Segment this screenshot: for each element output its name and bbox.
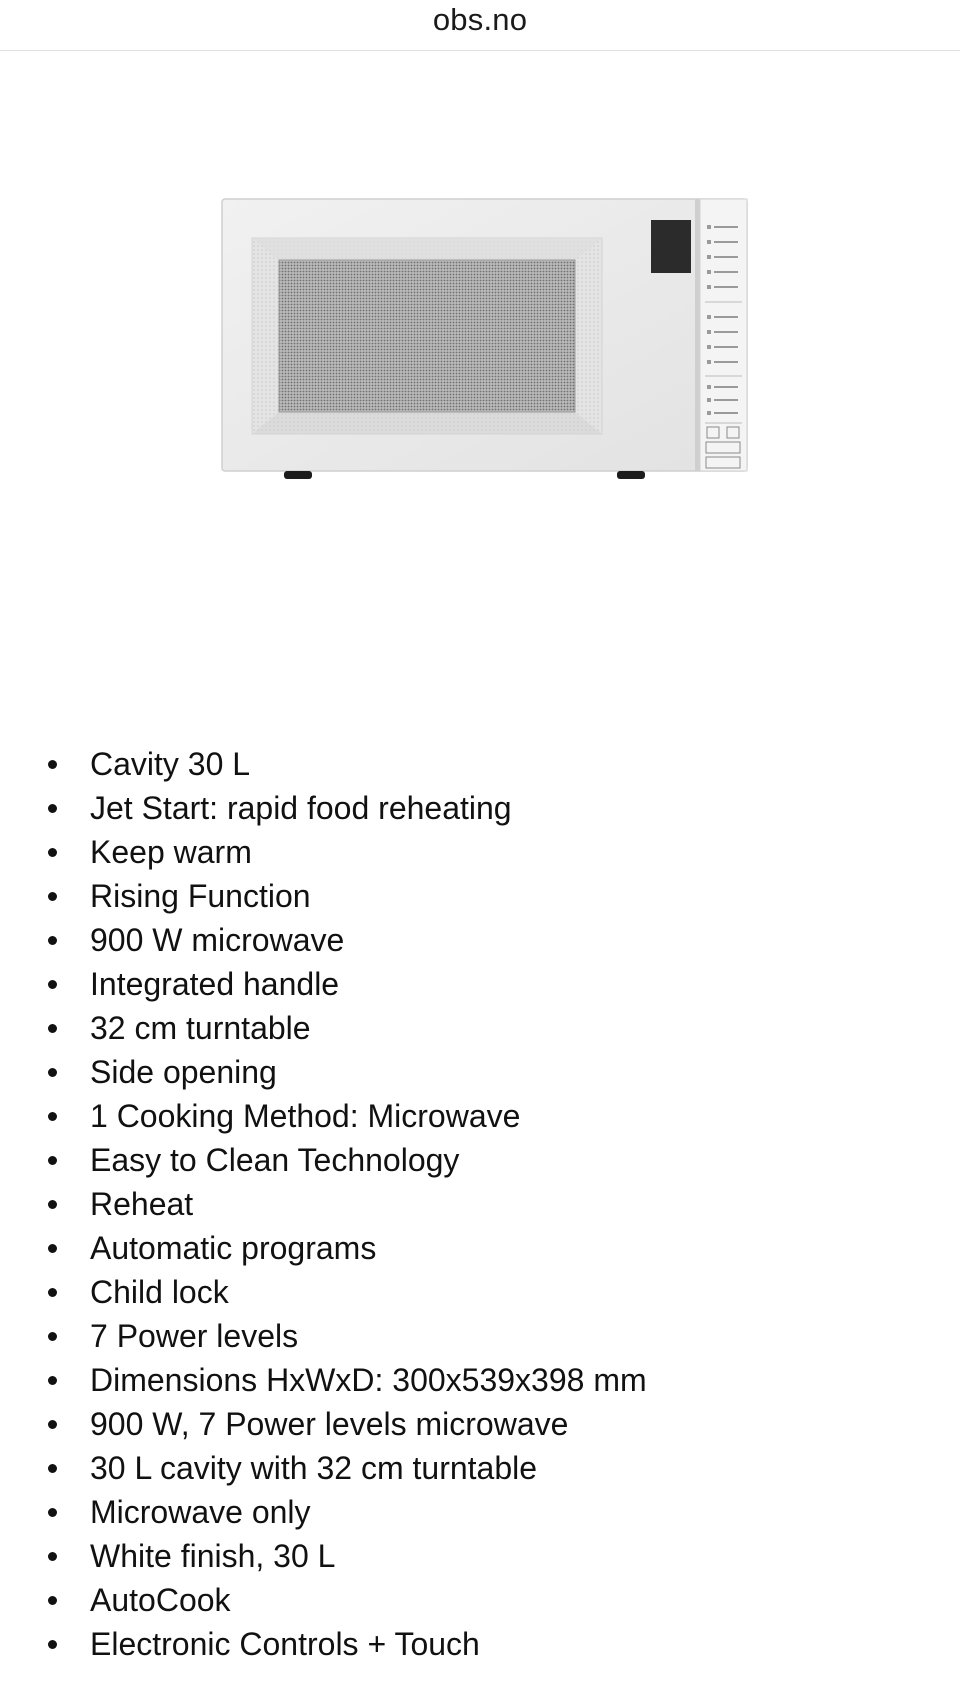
feature-text: 32 cm turntable: [90, 1010, 311, 1046]
feature-list-item: [0, 1270, 960, 1314]
feature-list-item: [0, 918, 960, 962]
feature-list-item: [0, 1094, 960, 1138]
address-bar[interactable]: [0, 0, 960, 51]
feature-list-item: [0, 830, 960, 874]
bullet-icon: [48, 1376, 57, 1385]
feature-text: 900 W microwave: [90, 922, 345, 958]
feature-text: Cavity 30 L: [90, 746, 251, 782]
bullet-icon: [48, 1464, 57, 1473]
bullet-icon: [48, 1508, 57, 1517]
bullet-icon: [48, 1244, 57, 1253]
bullet-icon: [48, 892, 57, 901]
feature-list-item: [0, 1182, 960, 1226]
feature-list-item: [0, 1226, 960, 1270]
feature-list-item: [0, 1402, 960, 1446]
bullet-icon: [48, 980, 57, 989]
feature-text: Automatic programs: [90, 1230, 377, 1266]
product-image: [200, 180, 760, 490]
feature-list-item: [0, 874, 960, 918]
bullet-icon: [48, 1420, 57, 1429]
bullet-icon: [48, 936, 57, 945]
feature-text: Dimensions HxWxD: 300x539x398 mm: [90, 1362, 647, 1398]
feature-list: [0, 742, 960, 1666]
bullet-icon: [48, 1024, 57, 1033]
feature-list-item: [0, 1314, 960, 1358]
bullet-icon: [48, 804, 57, 813]
bullet-icon: [48, 1332, 57, 1341]
bullet-icon: [48, 848, 57, 857]
bullet-icon: [48, 1068, 57, 1077]
bullet-icon: [48, 1552, 57, 1561]
bullet-icon: [48, 760, 57, 769]
feature-text: Keep warm: [90, 834, 252, 870]
feature-list-item: [0, 1622, 960, 1666]
feature-text: AutoCook: [90, 1582, 231, 1618]
feature-list-item: [0, 1138, 960, 1182]
bullet-icon: [48, 1640, 57, 1649]
feature-text: 30 L cavity with 32 cm turntable: [90, 1450, 538, 1486]
bullet-icon: [48, 1288, 57, 1297]
feature-text: 7 Power levels: [90, 1318, 299, 1354]
feature-list-item: [0, 1534, 960, 1578]
feature-list-item: [0, 1358, 960, 1402]
feature-text: 900 W, 7 Power levels microwave: [90, 1406, 569, 1442]
feature-text: 1 Cooking Method: Microwave: [90, 1098, 521, 1134]
feature-text: Electronic Controls + Touch: [90, 1626, 480, 1662]
bullet-icon: [48, 1156, 57, 1165]
feature-text: Easy to Clean Technology: [90, 1142, 460, 1178]
feature-text: Child lock: [90, 1274, 229, 1310]
feature-list-item: [0, 1446, 960, 1490]
bullet-icon: [48, 1596, 57, 1605]
feature-text: Integrated handle: [90, 966, 340, 1002]
bullet-icon: [48, 1200, 57, 1209]
feature-list-item: [0, 1050, 960, 1094]
feature-list-item: [0, 1006, 960, 1050]
bullet-icon: [48, 1112, 57, 1121]
microwave-icon: [200, 180, 760, 490]
feature-text: Side opening: [90, 1054, 277, 1090]
feature-text: Rising Function: [90, 878, 311, 914]
feature-list-item: [0, 962, 960, 1006]
feature-text: Microwave only: [90, 1494, 311, 1530]
feature-text: White finish, 30 L: [90, 1538, 336, 1574]
feature-list-item: [0, 1490, 960, 1534]
feature-list-item: [0, 742, 960, 786]
feature-text: Reheat: [90, 1186, 194, 1222]
site-url[interactable]: obs.no: [432, 2, 528, 37]
feature-text: Jet Start: rapid food reheating: [90, 790, 512, 826]
feature-list-item: [0, 1578, 960, 1622]
feature-list-item: [0, 786, 960, 830]
